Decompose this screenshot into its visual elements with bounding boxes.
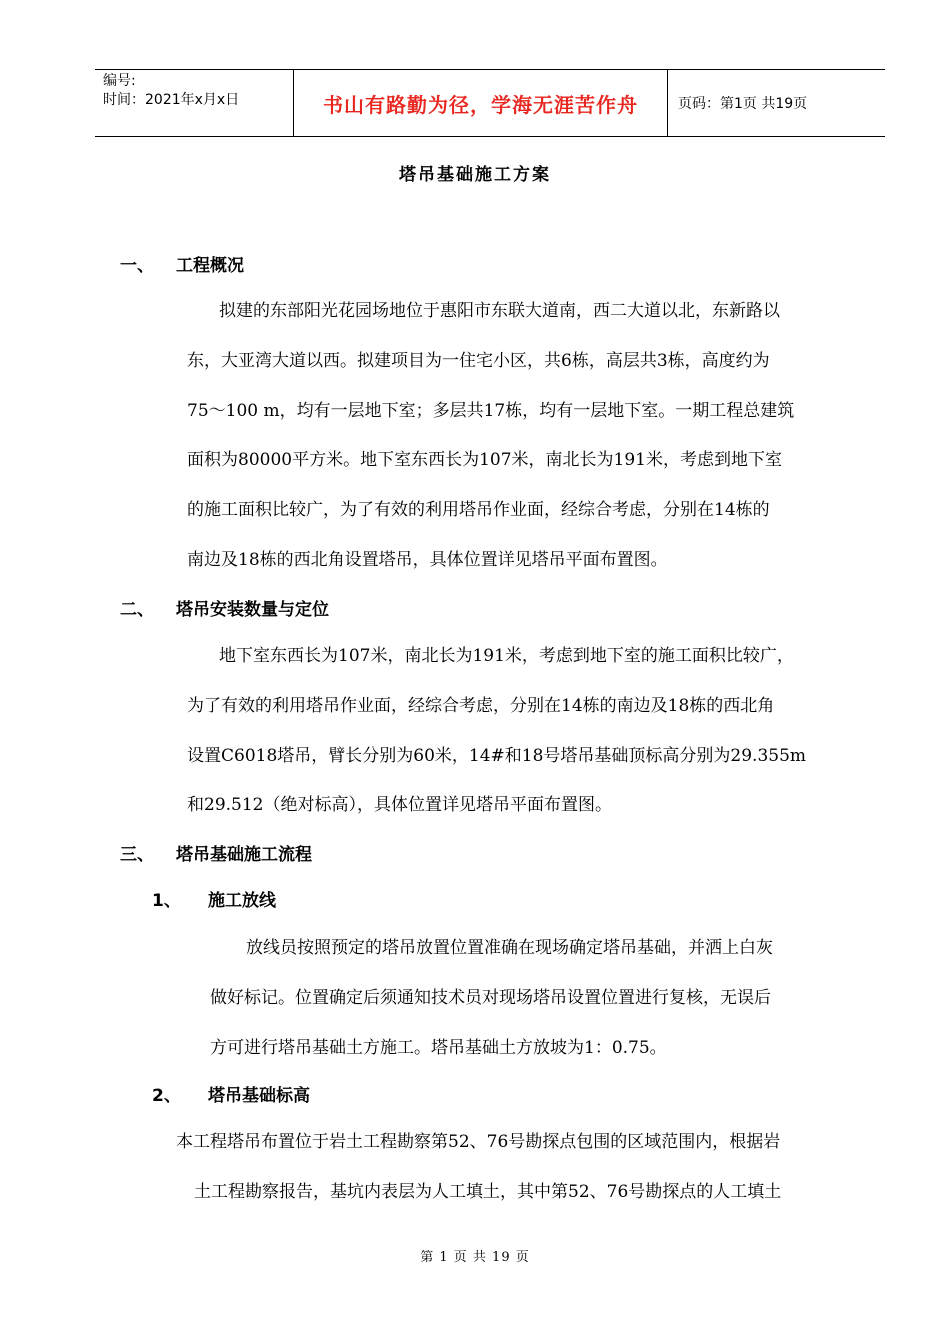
paragraph-line: 做好标记。位置确定后须通知技术员对现场塔吊设置位置进行复核，无误后 (210, 987, 771, 1008)
paragraph-line: 南边及18栋的西北角设置塔吊，具体位置详见塔吊平面布置图。 (187, 549, 668, 570)
paragraph-line: 地下室东西长为107米，南北长为191米，考虑到地下室的施工面积比较广， (219, 646, 794, 666)
subsection-title: 施工放线 (208, 891, 276, 911)
section-number: 二、 (120, 600, 154, 620)
paragraph-line: 75～100 m，均有一层地下室；多层共17栋，均有一层地下室。一期工程总建筑 (187, 400, 795, 421)
paragraph-line: 面积为80000平方米。地下室东西长为107米，南北长为191米，考虑到地下室 (187, 450, 782, 471)
subsection-title: 塔吊基础标高 (208, 1086, 310, 1106)
page-footer: 第 1 页 共 19 页 (420, 1250, 530, 1265)
document-time-label: 时间：2021年x月x日 (103, 92, 240, 108)
paragraph-line: 和29.512（绝对标高），具体位置详见塔吊平面布置图。 (187, 795, 612, 816)
header-page-info: 页码：第1页 共19页 (678, 96, 808, 112)
section-2-paragraph (187, 632, 877, 831)
subsection-2-paragraph (176, 1118, 876, 1218)
paragraph-line: 土工程勘察报告，基坑内表层为人工填土，其中第52、76号勘探点的人工填土 (194, 1181, 782, 1202)
section-number: 三、 (120, 845, 154, 865)
section-title: 塔吊安装数量与定位 (176, 600, 329, 620)
paragraph-line: 本工程塔吊布置位于岩土工程勘察第52、76号勘探点包围的区域范围内，根据岩 (176, 1132, 781, 1152)
paragraph-line: 放线员按照预定的塔吊放置位置准确在现场确定塔吊基础，并洒上白灰 (246, 938, 773, 958)
paragraph-line: 为了有效的利用塔吊作业面，经综合考虑，分别在14栋的南边及18栋的西北角 (187, 695, 775, 716)
paragraph-line: 方可进行塔吊基础土方施工。塔吊基础土方放坡为1：0.75。 (210, 1037, 667, 1058)
document-number-label: 编号: (103, 73, 136, 89)
paragraph-line: 设置C6018塔吊，臂长分别为60米，14#和18号塔吊基础顶标高分别为29.355m (187, 745, 807, 766)
header-meta-cell (95, 70, 294, 136)
page-title: 塔吊基础施工方案 (399, 165, 551, 185)
subsection-1-paragraph (210, 924, 870, 1073)
paragraph-line: 拟建的东部阳光花园场地位于惠阳市东联大道南，西二大道以北，东新路以 (219, 301, 780, 321)
subsection-number: 2、 (152, 1086, 181, 1106)
paragraph-line: 的施工面积比较广，为了有效的利用塔吊作业面，经综合考虑，分别在14栋的 (187, 500, 770, 521)
section-title: 工程概况 (176, 256, 244, 276)
header-motto: 书山有路勤为径，学海无涯苦作舟 (294, 70, 668, 136)
section-title: 塔吊基础施工流程 (176, 845, 312, 865)
subsection-number: 1、 (152, 891, 181, 911)
document-header (95, 69, 885, 137)
paragraph-line: 东，大亚湾大道以西。拟建项目为一住宅小区，共6栋，高层共3栋，高度约为 (187, 350, 770, 371)
section-number: 一、 (120, 256, 154, 276)
section-1-paragraph (187, 287, 867, 586)
